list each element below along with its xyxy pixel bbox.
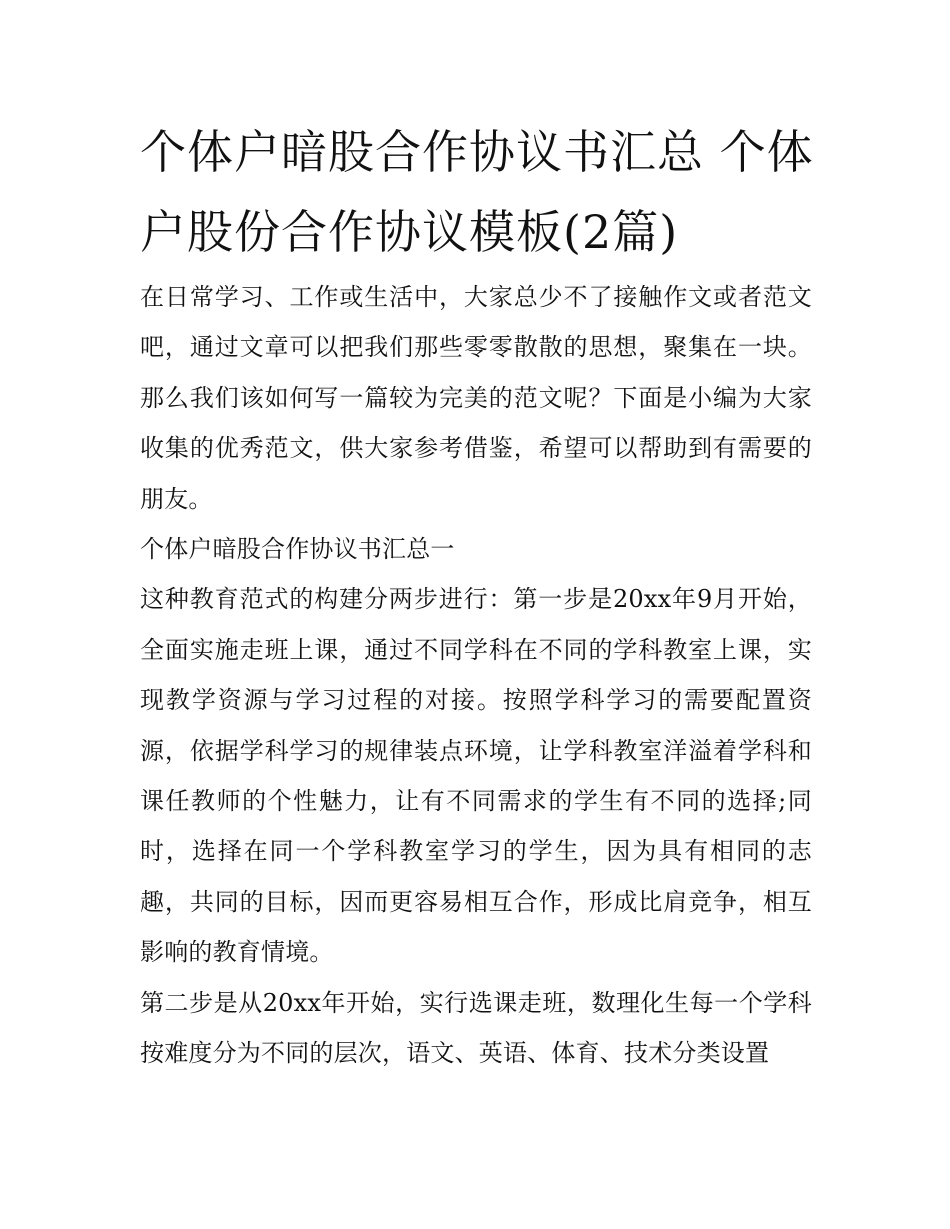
intro-paragraph: 在日常学习、工作或生活中，大家总少不了接触作文或者范文吧，通过文章可以把我们那些零零散散的思想，聚集在一块。那么我们该如何写一篇较为完美的范文呢？下面是小编为大家收集的优秀范文，供大家参考借鉴，希望可以帮助到有需要的朋友。 (140, 283, 812, 513)
section-heading: 个体户暗股合作协议书汇总一 (140, 535, 455, 564)
document-title: 个体户暗股合作协议书汇总 个体户股份合作协议模板(2篇) (140, 125, 814, 259)
body-paragraph-2: 第二步是从20xx年开始，实行选课走班，数理化生每一个学科按难度分为不同的层次，语文、英语、体育、技术分类设置 (140, 988, 812, 1068)
document-body (140, 272, 812, 1079)
body-paragraph-1: 这种教育范式的构建分两步进行：第一步是20xx年9月开始，全面实施走班上课，通过不同学科在不同的学科教室上课，实现教学资源与学习过程的对接。按照学科学习的需要配置资源，依据学科学习的规律装点环境，让学科教室洋溢着学科和课任教师的个性魅力，让有不同需求的学生有不同的选择;同时，选择在同一个学科教室学习的学生，因为具有相同的志趣，共同的目标，因而更容易相互合作，形成比肩竞争，相互影响的教育情境。 (140, 585, 812, 967)
